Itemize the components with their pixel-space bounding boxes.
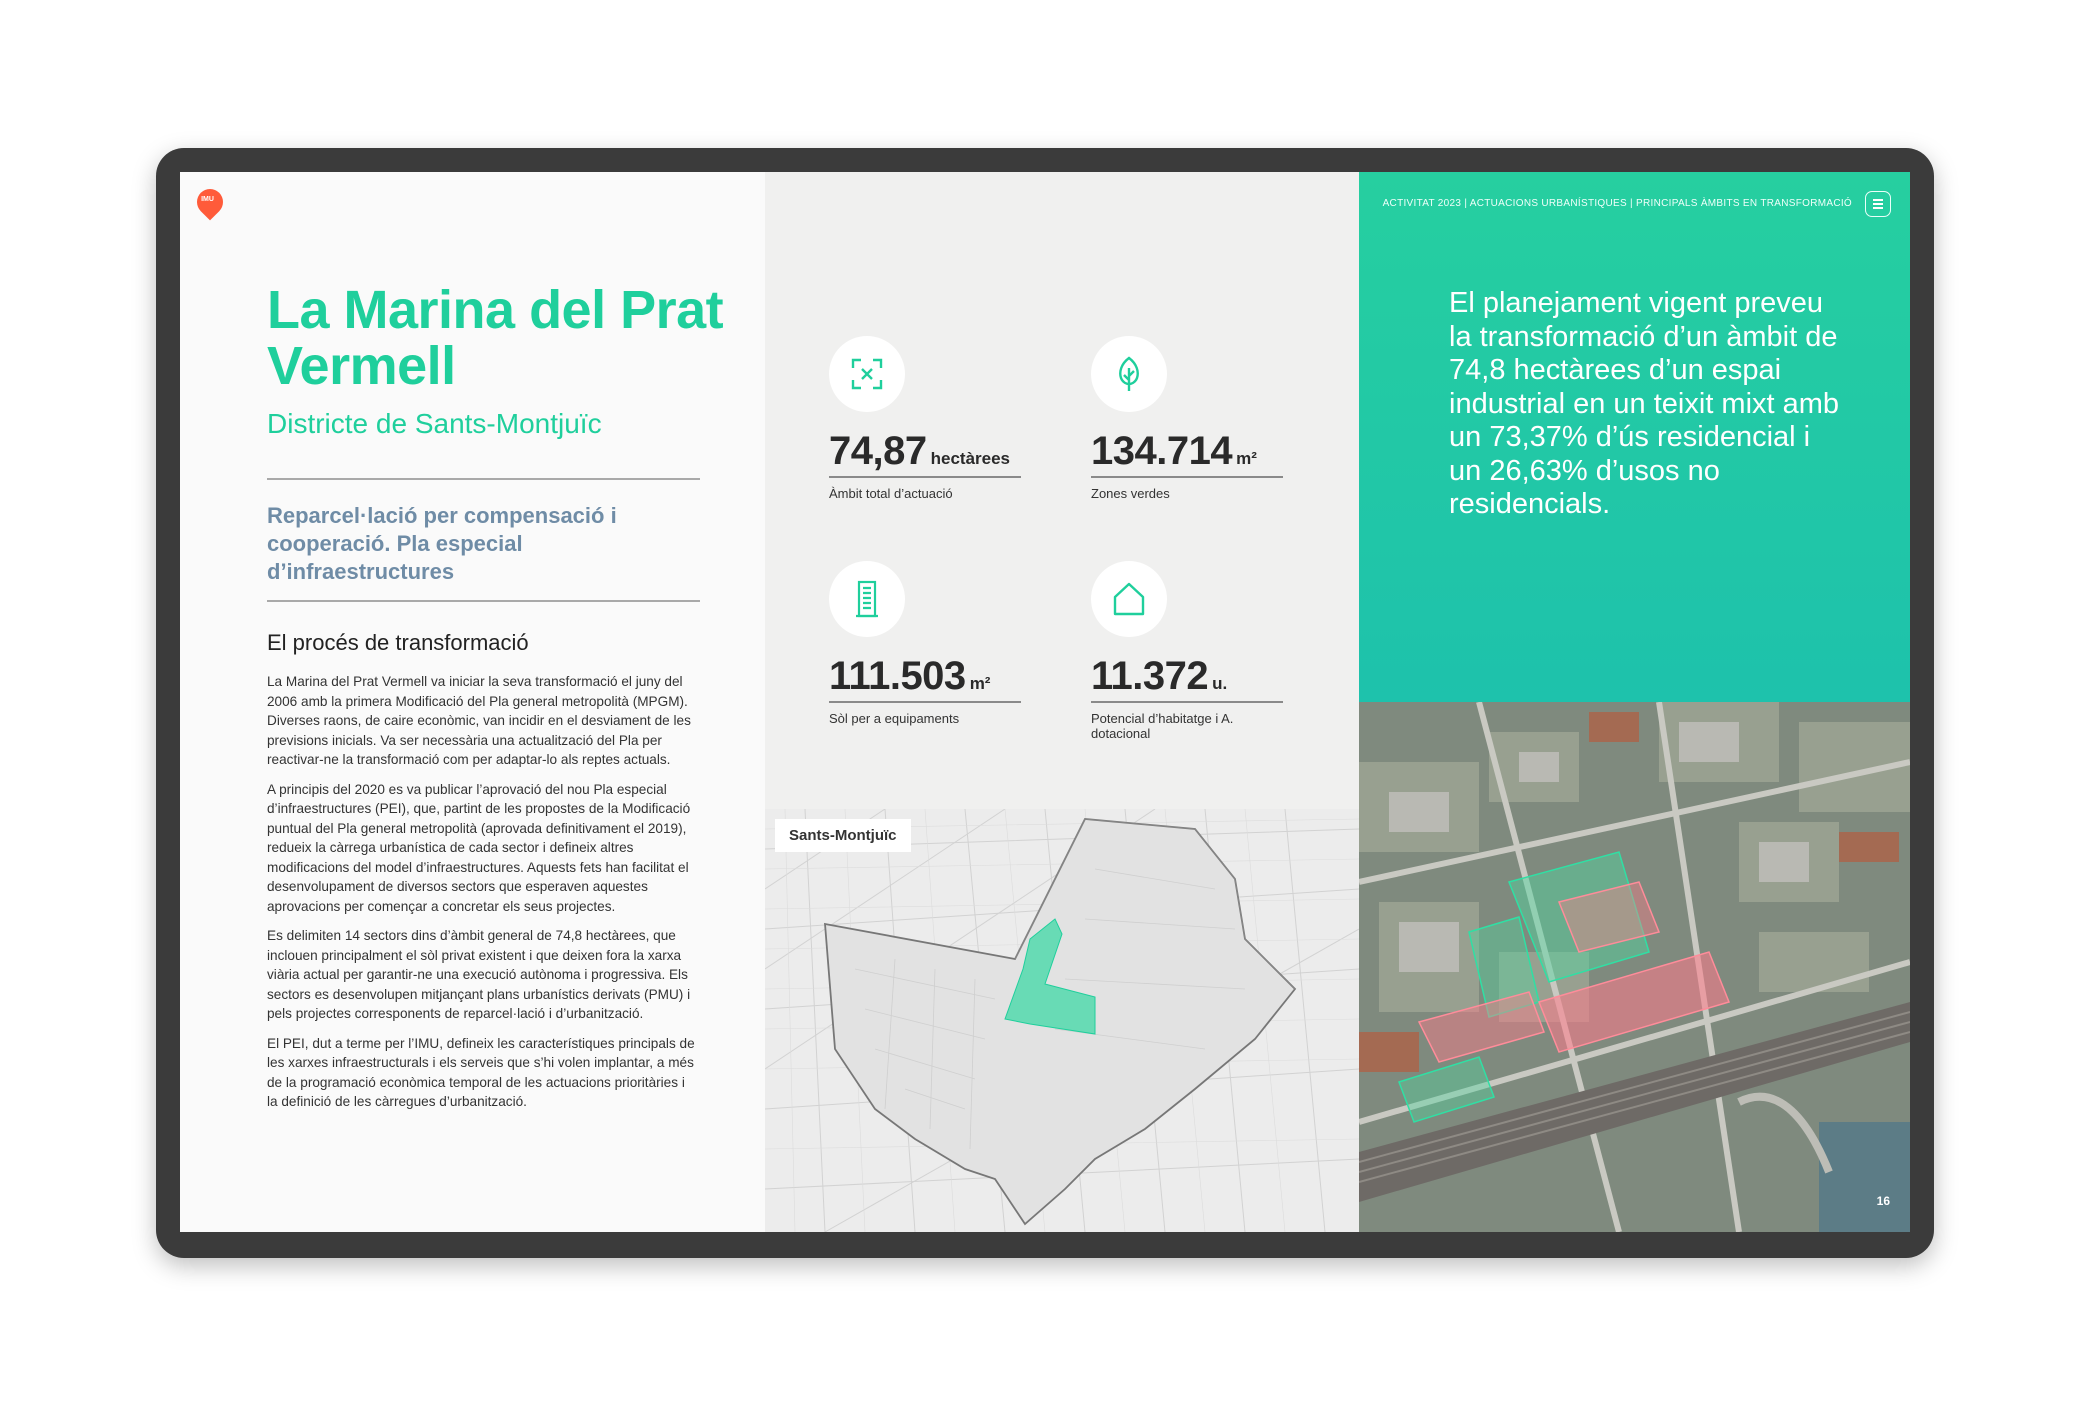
stat-unit: m² <box>969 674 991 693</box>
imu-logo[interactable] <box>192 184 229 221</box>
stat-label: Potencial d’habitatge i A. dotacional <box>1091 711 1234 741</box>
aerial-photo <box>1359 702 1910 1232</box>
stat-value: 111.503 <box>829 654 966 698</box>
stat-unit: hectàrees <box>930 449 1010 468</box>
stat-label: Àmbit total d’actuació <box>829 486 953 501</box>
expand-area-icon <box>829 336 905 412</box>
paragraph: El PEI, dut a terme per l’IMU, defineix les característiques principals de les xarxes infraestructurals i els serveis que s’hi volen implantar, a més de la programació econòmica temporal de les actuacions prioritàries i la definició de les càrregues d’urbanització. <box>267 1035 695 1109</box>
stat-value: 74,87 <box>829 429 927 473</box>
stat-divider <box>1091 476 1283 478</box>
district-map[interactable] <box>765 809 1359 1232</box>
stat-divider <box>829 476 1021 478</box>
map-graphic <box>765 809 1359 1232</box>
logo-text: IMU <box>201 196 214 204</box>
text-panel <box>180 172 765 1232</box>
district-subtitle: Districte de Sants-Montjuïc <box>267 408 602 439</box>
page-title: La Marina del Prat Vermell <box>267 280 724 396</box>
stats-panel <box>765 172 1359 1232</box>
map-label: Sants-Montjuïc <box>775 819 911 852</box>
stat-divider <box>1091 701 1283 703</box>
stat-divider <box>829 701 1021 703</box>
divider <box>267 600 700 602</box>
house-icon <box>1091 561 1167 637</box>
procedure-title: Reparcel·lació per compensació i cooperació. Pla especial d’infraestructures <box>267 503 617 584</box>
menu-button[interactable] <box>1865 191 1891 217</box>
stat-unit: u. <box>1212 674 1228 693</box>
tree-icon <box>1091 336 1167 412</box>
highlight-panel <box>1359 172 1910 1232</box>
paragraph: A principis del 2020 es va publicar l’aprovació del nou Pla especial d’infraestructures (PEI), que, partint de les propostes de la Modificació puntual del Pla general metropolità (aprovada definitivament el 2019), redueix la càrrega urbanística de cada sector i defineix altres modificacions del model d’infraestructures. Aquests fets han facilitat el desenvolupament de diversos sectors que esperaven aquestes aprovacions per començar a concretar els seus projectes. <box>267 781 691 914</box>
stat-unit: m² <box>1236 449 1257 468</box>
breadcrumb[interactable]: ACTIVITAT 2023 | ACTUACIONS URBANÍSTIQUES | PRINCIPALS ÀMBITS EN TRANSFORMACIÓ <box>1382 198 1852 209</box>
body-text <box>267 672 697 1122</box>
building-icon <box>829 561 905 637</box>
screen <box>180 172 1910 1232</box>
divider <box>267 478 700 480</box>
stat-value: 134.714 <box>1091 429 1233 473</box>
stat-label: Sòl per a equipaments <box>829 711 960 726</box>
highlight-quote: El planejament vigent preveu la transformació d’un àmbit de 74,8 hectàrees d’un espai industrial en un teixit mixt amb un 73,37% d’ús residencial i un 26,63% d’usos no residencials. <box>1449 287 1840 520</box>
paragraph: La Marina del Prat Vermell va iniciar la seva transformació el juny del 2006 amb la primera Modificació del Pla general metropolità (MPGM). Diverses raons, de caire econòmic, van incidir en el desviament de les previsions inicials. Va ser necessària una actualització del Pla per reactivar-ne la transformació com per adaptar-lo als reptes actuals. <box>267 674 691 767</box>
tablet-frame <box>156 148 1934 1258</box>
stat-value: 11.372 <box>1091 654 1209 698</box>
stat-label: Zones verdes <box>1091 486 1170 501</box>
paragraph: Es delimiten 14 sectors dins d’àmbit general de 74,8 hectàrees, que inclouen principalment el sòl privat existent i que deixen fora la xarxa viària actual per garantir-ne una execució autònoma i progressiva. Els sectors es desenvolupen mitjançant plans urbanístics derivats (PMU) i pels projectes corresponents de reparcel·lació i d’urbanització. <box>267 928 691 1021</box>
section-heading: El procés de transformació <box>267 630 529 655</box>
page-number: 16 <box>1876 1194 1890 1208</box>
